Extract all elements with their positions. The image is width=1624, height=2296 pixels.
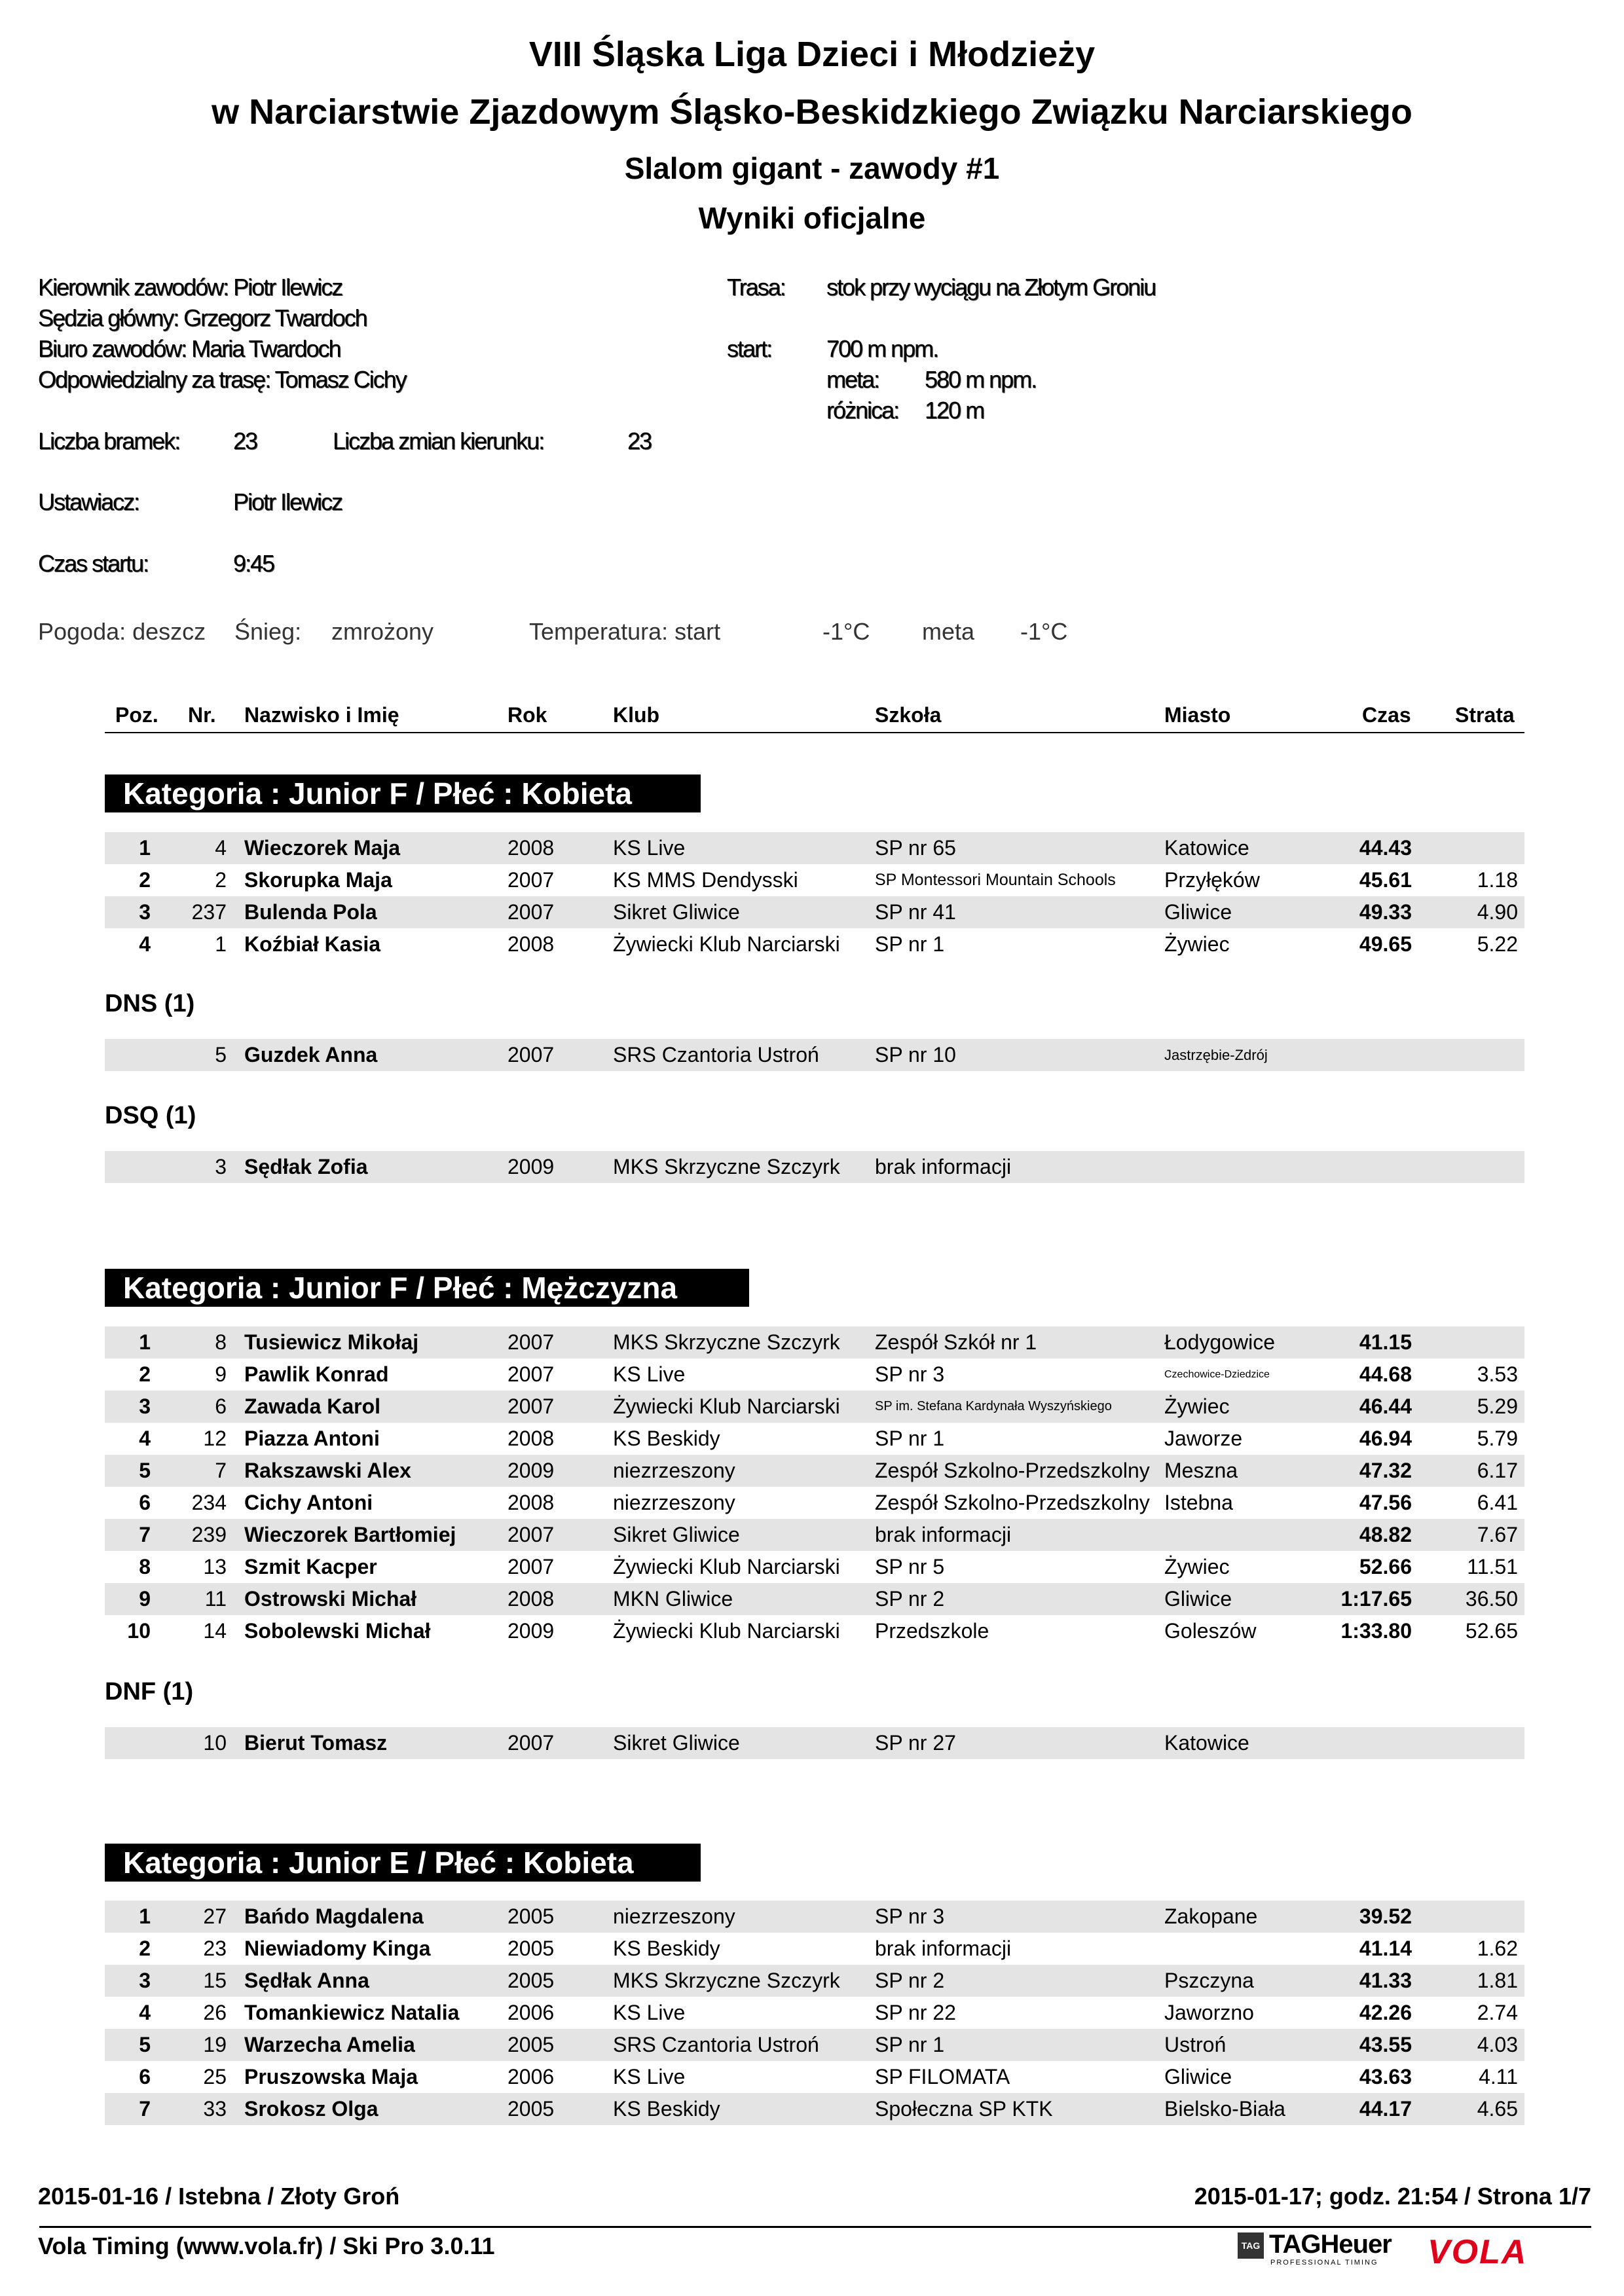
cell-rok: 2007 xyxy=(507,1555,555,1578)
cell-loss: 4.65 xyxy=(1477,2097,1518,2121)
cell-nr: 5 xyxy=(215,1043,227,1066)
cell-poz: 6 xyxy=(139,2065,151,2088)
trasa-value: stok przy wyciągu na Złotym Groniu xyxy=(826,274,1156,301)
cell-school: SP nr 1 xyxy=(875,932,945,956)
table-row xyxy=(105,2029,1524,2061)
col-header-nr: Nr. xyxy=(188,703,216,727)
cell-time: 44.68 xyxy=(1359,1362,1412,1386)
cell-school: SP nr 2 xyxy=(875,1969,945,1992)
cell-poz: 4 xyxy=(139,2001,151,2024)
cell-rok: 2005 xyxy=(507,2097,555,2121)
cell-name: Sędłak Zofia xyxy=(244,1155,368,1178)
cell-city: Goleszów xyxy=(1164,1619,1257,1643)
zmian-label: Liczba zmian kierunku: xyxy=(333,428,544,454)
cell-rok: 2009 xyxy=(507,1459,555,1482)
cell-nr: 1 xyxy=(215,932,227,956)
cell-school: Społeczna SP KTK xyxy=(875,2097,1053,2121)
footer-right: 2015-01-17; godz. 21:54 / Strona 1/7 xyxy=(1194,2183,1591,2210)
cell-loss: 4.03 xyxy=(1477,2033,1518,2056)
cell-name: Piazza Antoni xyxy=(244,1427,380,1450)
zmian-value: 23 xyxy=(627,428,652,454)
cell-time: 49.33 xyxy=(1359,900,1412,924)
czas-value: 9:45 xyxy=(233,550,274,577)
cell-city: Gliwice xyxy=(1164,1587,1232,1611)
cell-loss: 2.74 xyxy=(1477,2001,1518,2024)
cell-time: 1:33.80 xyxy=(1340,1619,1412,1643)
cell-school: SP nr 5 xyxy=(875,1555,945,1578)
cell-poz: 3 xyxy=(139,1394,151,1418)
cell-club: MKS Skrzyczne Szczyrk xyxy=(613,1969,840,1992)
table-row xyxy=(105,1423,1524,1455)
cell-school: Zespół Szkolno-Przedszkolny xyxy=(875,1459,1150,1482)
table-row xyxy=(105,2093,1524,2125)
start-value: 700 m npm. xyxy=(826,335,938,362)
cell-time: 46.94 xyxy=(1359,1427,1412,1450)
cell-loss: 5.79 xyxy=(1477,1427,1518,1450)
cell-school: Zespół Szkolno-Przedszkolny xyxy=(875,1491,1150,1514)
cell-poz: 1 xyxy=(139,1904,151,1928)
group-label-dsq: DSQ (1) xyxy=(105,1102,196,1129)
table-row xyxy=(105,1455,1524,1487)
cell-city: Żywiec xyxy=(1164,932,1230,956)
cell-city: Jaworzno xyxy=(1164,2001,1254,2024)
cell-name: Pruszowska Maja xyxy=(244,2065,418,2088)
col-header-club: Klub xyxy=(613,703,660,727)
cell-time: 42.26 xyxy=(1359,2001,1412,2024)
col-header-time: Czas xyxy=(1362,703,1411,727)
cell-nr: 10 xyxy=(203,1731,227,1755)
cell-city: Pszczyna xyxy=(1164,1969,1254,1992)
trasa-label: Trasa: xyxy=(727,274,785,301)
ustawiacz-label: Ustawiacz: xyxy=(38,488,139,515)
cell-loss: 6.17 xyxy=(1477,1459,1518,1482)
cell-poz: 2 xyxy=(139,1937,151,1960)
cell-loss: 1.18 xyxy=(1477,868,1518,892)
cell-city: Meszna xyxy=(1164,1459,1238,1482)
cell-name: Warzecha Amelia xyxy=(244,2033,415,2056)
category-title-1: Kategoria : Junior F / Płeć : Kobieta xyxy=(105,774,701,812)
cell-time: 45.61 xyxy=(1359,868,1412,892)
cell-nr: 27 xyxy=(203,1904,227,1928)
cell-name: Skorupka Maja xyxy=(244,868,392,892)
cell-loss: 4.90 xyxy=(1477,900,1518,924)
group-label-dns: DNS (1) xyxy=(105,990,195,1017)
cell-club: Sikret Gliwice xyxy=(613,1731,740,1755)
table-row xyxy=(105,1151,1524,1183)
cell-city: Istebna xyxy=(1164,1491,1233,1514)
col-header-school: Szkoła xyxy=(875,703,942,727)
footer-software: Vola Timing (www.vola.fr) / Ski Pro 3.0.11 xyxy=(38,2232,495,2259)
cell-loss: 1.81 xyxy=(1477,1969,1518,1992)
czas-label: Czas startu: xyxy=(38,550,149,577)
table-row xyxy=(105,2061,1524,2093)
cell-club: KS Beskidy xyxy=(613,1937,720,1960)
cell-name: Koźbiał Kasia xyxy=(244,932,381,956)
cell-nr: 8 xyxy=(215,1330,227,1354)
cell-city: Łodygowice xyxy=(1164,1330,1275,1354)
cell-name: Niewiadomy Kinga xyxy=(244,1937,431,1960)
cell-name: Wieczorek Bartłomiej xyxy=(244,1523,456,1546)
tagheuer-shield-icon: TAG xyxy=(1238,2232,1264,2259)
cell-poz: 7 xyxy=(139,1523,151,1546)
cell-club: KS MMS Dendysski xyxy=(613,868,798,892)
roznica-value: 120 m xyxy=(925,397,984,424)
cell-time: 47.32 xyxy=(1359,1459,1412,1482)
cell-time: 44.43 xyxy=(1359,836,1412,860)
cell-rok: 2009 xyxy=(507,1155,555,1178)
cell-time: 43.55 xyxy=(1359,2033,1412,2056)
cell-club: KS Beskidy xyxy=(613,1427,720,1450)
cell-rok: 2005 xyxy=(507,1937,555,1960)
cell-school: SP FILOMATA xyxy=(875,2065,1010,2088)
start-label: start: xyxy=(727,335,772,362)
weather-meta-label: meta xyxy=(922,618,975,645)
cell-nr: 14 xyxy=(203,1619,227,1643)
cell-poz: 5 xyxy=(139,1459,151,1482)
cell-nr: 3 xyxy=(215,1155,227,1178)
cell-poz: 5 xyxy=(139,2033,151,2056)
cell-poz: 4 xyxy=(139,1427,151,1450)
cell-city: Gliwice xyxy=(1164,900,1232,924)
footer-divider xyxy=(39,2226,1591,2228)
title-line-4: Wyniki oficjalne xyxy=(698,201,926,235)
cell-time: 52.66 xyxy=(1359,1555,1412,1578)
cell-name: Bierut Tomasz xyxy=(244,1731,388,1755)
cell-city: Bielsko-Biała xyxy=(1164,2097,1285,2121)
cell-school: SP nr 10 xyxy=(875,1043,956,1066)
cell-city: Czechowice-Dziedzice xyxy=(1164,1369,1270,1380)
cell-time: 49.65 xyxy=(1359,932,1412,956)
cell-school: brak informacji xyxy=(875,1155,1012,1178)
cell-name: Srokosz Olga xyxy=(244,2097,378,2121)
cell-time: 41.33 xyxy=(1359,1969,1412,1992)
footer-left: 2015-01-16 / Istebna / Złoty Groń xyxy=(38,2183,400,2210)
bramek-label: Liczba bramek: xyxy=(38,428,180,454)
cell-club: Żywiecki Klub Narciarski xyxy=(613,932,840,956)
cell-name: Wieczorek Maja xyxy=(244,836,401,860)
cell-poz: 1 xyxy=(139,1330,151,1354)
cell-loss: 5.22 xyxy=(1477,932,1518,956)
cell-rok: 2008 xyxy=(507,836,555,860)
cell-club: KS Live xyxy=(613,2065,686,2088)
cell-time: 43.63 xyxy=(1359,2065,1412,2088)
table-row xyxy=(105,1551,1524,1583)
cell-rok: 2008 xyxy=(507,1587,555,1611)
cell-name: Rakszawski Alex xyxy=(244,1459,411,1482)
table-row xyxy=(105,864,1524,896)
cell-nr: 6 xyxy=(215,1394,227,1418)
cell-school: brak informacji xyxy=(875,1937,1012,1960)
cell-city: Katowice xyxy=(1164,836,1249,860)
cell-name: Sobolewski Michał xyxy=(244,1619,431,1643)
cell-name: Pawlik Konrad xyxy=(244,1362,389,1386)
cell-rok: 2007 xyxy=(507,1394,555,1418)
cell-name: Sędłak Anna xyxy=(244,1969,369,1992)
cell-nr: 2 xyxy=(215,868,227,892)
category-title-3: Kategoria : Junior E / Płeć : Kobieta xyxy=(105,1844,701,1882)
cell-club: Sikret Gliwice xyxy=(613,900,740,924)
col-header-loss: Strata xyxy=(1455,703,1515,727)
meta-value: 580 m npm. xyxy=(925,366,1037,393)
tagheuer-wordmark: TAGHeuer xyxy=(1269,2230,1392,2259)
cell-rok: 2005 xyxy=(507,1969,555,1992)
cell-club: SRS Czantoria Ustroń xyxy=(613,1043,819,1066)
table-row xyxy=(105,1519,1524,1551)
cell-name: Szmit Kacper xyxy=(244,1555,377,1578)
cell-time: 47.56 xyxy=(1359,1491,1412,1514)
cell-rok: 2007 xyxy=(507,1731,555,1755)
table-row xyxy=(105,1039,1524,1071)
cell-club: Sikret Gliwice xyxy=(613,1523,740,1546)
cell-city: Ustroń xyxy=(1164,2033,1227,2056)
cell-name: Guzdek Anna xyxy=(244,1043,378,1066)
cell-rok: 2007 xyxy=(507,1043,555,1066)
cell-club: Żywiecki Klub Narciarski xyxy=(613,1555,840,1578)
cell-city: Katowice xyxy=(1164,1731,1249,1755)
cell-rok: 2007 xyxy=(507,1523,555,1546)
cell-poz: 1 xyxy=(139,836,151,860)
cell-school: SP nr 1 xyxy=(875,1427,945,1450)
cell-nr: 19 xyxy=(203,2033,227,2056)
cell-loss: 4.11 xyxy=(1479,2065,1518,2088)
table-row xyxy=(105,1933,1524,1965)
cell-nr: 9 xyxy=(215,1362,227,1386)
cell-name: Zawada Karol xyxy=(244,1394,381,1418)
table-row xyxy=(105,1965,1524,1997)
cell-nr: 25 xyxy=(203,2065,227,2088)
cell-club: Żywiecki Klub Narciarski xyxy=(613,1619,840,1643)
cell-club: KS Live xyxy=(613,2001,686,2024)
title-line-1: VIII Śląska Liga Dzieci i Młodzieży xyxy=(528,35,1096,74)
cell-loss: 5.29 xyxy=(1477,1394,1518,1418)
cell-time: 44.17 xyxy=(1359,2097,1412,2121)
cell-rok: 2009 xyxy=(507,1619,555,1643)
cell-school: SP nr 27 xyxy=(875,1731,956,1755)
weather-snieg-value: zmrożony xyxy=(331,618,434,645)
weather-pogoda: Pogoda: deszcz xyxy=(38,618,206,645)
cell-school: SP nr 41 xyxy=(875,900,956,924)
cell-time: 46.44 xyxy=(1359,1394,1412,1418)
cell-nr: 7 xyxy=(215,1459,227,1482)
table-row xyxy=(105,1727,1524,1759)
cell-loss: 7.67 xyxy=(1477,1523,1518,1546)
cell-nr: 33 xyxy=(203,2097,227,2121)
col-header-poz: Poz. xyxy=(115,703,158,727)
cell-time: 1:17.65 xyxy=(1340,1587,1412,1611)
cell-school: SP im. Stefana Kardynała Wyszyńskiego xyxy=(875,1399,1112,1413)
table-row xyxy=(105,1358,1524,1391)
cell-school: SP Montessori Mountain Schools xyxy=(875,871,1116,889)
cell-club: KS Beskidy xyxy=(613,2097,720,2121)
roznica-label: różnica: xyxy=(826,397,899,424)
cell-city: Zakopane xyxy=(1164,1904,1258,1928)
cell-club: niezrzeszony xyxy=(613,1459,735,1482)
vola-logo: VOLA xyxy=(1428,2233,1528,2271)
cell-nr: 13 xyxy=(203,1555,227,1578)
cell-time: 39.52 xyxy=(1359,1904,1412,1928)
cell-poz: 7 xyxy=(139,2097,151,2121)
cell-school: brak informacji xyxy=(875,1523,1012,1546)
cell-poz: 2 xyxy=(139,1362,151,1386)
cell-name: Tomankiewicz Natalia xyxy=(244,2001,460,2024)
cell-club: niezrzeszony xyxy=(613,1904,735,1928)
bramek-value: 23 xyxy=(233,428,257,454)
cell-school: SP nr 65 xyxy=(875,836,956,860)
cell-club: KS Live xyxy=(613,1362,686,1386)
cell-nr: 239 xyxy=(191,1523,227,1546)
cell-rok: 2008 xyxy=(507,1427,555,1450)
cell-rok: 2006 xyxy=(507,2065,555,2088)
cell-school: SP nr 2 xyxy=(875,1587,945,1611)
cell-nr: 4 xyxy=(215,836,227,860)
cell-city: Przyłęków xyxy=(1164,868,1260,892)
cell-city: Jaworze xyxy=(1164,1427,1243,1450)
info-sedzia: Sędzia główny: Grzegorz Twardoch xyxy=(38,304,367,331)
cell-school: SP nr 3 xyxy=(875,1362,945,1386)
col-header-name: Nazwisko i Imię xyxy=(244,703,399,727)
cell-school: SP nr 1 xyxy=(875,2033,945,2056)
meta-label: meta: xyxy=(826,366,879,393)
weather-snieg-label: Śnieg: xyxy=(234,618,302,645)
cell-school: SP nr 3 xyxy=(875,1904,945,1928)
cell-city: Żywiec xyxy=(1164,1394,1230,1418)
cell-rok: 2007 xyxy=(507,1362,555,1386)
table-row xyxy=(105,1391,1524,1423)
cell-nr: 12 xyxy=(203,1427,227,1450)
cell-club: KS Live xyxy=(613,836,686,860)
cell-rok: 2005 xyxy=(507,2033,555,2056)
cell-club: Żywiecki Klub Narciarski xyxy=(613,1394,840,1418)
cell-club: niezrzeszony xyxy=(613,1491,735,1514)
cell-club: MKS Skrzyczne Szczyrk xyxy=(613,1330,840,1354)
cell-city: Gliwice xyxy=(1164,2065,1232,2088)
cell-school: Zespół Szkół nr 1 xyxy=(875,1330,1037,1354)
cell-nr: 234 xyxy=(191,1491,227,1514)
cell-loss: 52.65 xyxy=(1465,1619,1518,1643)
cell-nr: 237 xyxy=(191,900,227,924)
cell-loss: 3.53 xyxy=(1477,1362,1518,1386)
cell-loss: 11.51 xyxy=(1467,1555,1518,1578)
cell-time: 48.82 xyxy=(1359,1523,1412,1546)
weather-temp-meta: -1°C xyxy=(1020,618,1068,645)
cell-club: MKN Gliwice xyxy=(613,1587,733,1611)
cell-rok: 2008 xyxy=(507,932,555,956)
weather-temp-start: -1°C xyxy=(822,618,870,645)
table-row xyxy=(105,928,1524,960)
cell-rok: 2007 xyxy=(507,1330,555,1354)
cell-school: Przedszkole xyxy=(875,1619,989,1643)
cell-loss: 6.41 xyxy=(1477,1491,1518,1514)
cell-poz: 2 xyxy=(139,868,151,892)
cell-poz: 6 xyxy=(139,1491,151,1514)
info-biuro: Biuro zawodów: Maria Twardoch xyxy=(38,335,341,362)
cell-time: 41.14 xyxy=(1359,1937,1412,1960)
cell-name: Bańdo Magdalena xyxy=(244,1904,424,1928)
cell-school: SP nr 22 xyxy=(875,2001,956,2024)
cell-name: Ostrowski Michał xyxy=(244,1587,417,1611)
cell-poz: 9 xyxy=(139,1587,151,1611)
table-row xyxy=(105,832,1524,864)
cell-poz: 3 xyxy=(139,1969,151,1992)
cell-city: Jastrzębie-Zdrój xyxy=(1164,1047,1268,1063)
cell-rok: 2007 xyxy=(507,900,555,924)
cell-loss: 1.62 xyxy=(1477,1937,1518,1960)
cell-rok: 2007 xyxy=(507,868,555,892)
table-row xyxy=(105,896,1524,928)
table-row xyxy=(105,1487,1524,1519)
cell-name: Tusiewicz Mikołaj xyxy=(244,1330,419,1354)
cell-time: 41.15 xyxy=(1359,1330,1412,1354)
cell-nr: 26 xyxy=(203,2001,227,2024)
group-label-dnf: DNF (1) xyxy=(105,1678,194,1705)
header-divider xyxy=(105,732,1524,733)
cell-nr: 11 xyxy=(204,1587,227,1611)
title-line-2: w Narciarstwie Zjazdowym Śląsko-Beskidzkiego Związku Narciarskiego xyxy=(212,92,1412,132)
tagheuer-logo xyxy=(1238,2230,1408,2269)
title-line-3: Slalom gigant - zawody #1 xyxy=(624,151,1000,185)
cell-name: Bulenda Pola xyxy=(244,900,377,924)
info-kierownik: Kierownik zawodów: Piotr Ilewicz xyxy=(38,274,342,301)
weather-temp-label: Temperatura: start xyxy=(529,618,721,645)
cell-rok: 2005 xyxy=(507,1904,555,1928)
cell-rok: 2006 xyxy=(507,2001,555,2024)
cell-rok: 2008 xyxy=(507,1491,555,1514)
cell-poz: 3 xyxy=(139,900,151,924)
table-row xyxy=(105,1997,1524,2029)
cell-nr: 23 xyxy=(203,1937,227,1960)
category-title-2: Kategoria : Junior F / Płeć : Mężczyzna xyxy=(105,1269,749,1307)
table-row xyxy=(105,1901,1524,1933)
table-row xyxy=(105,1583,1524,1615)
ustawiacz-value: Piotr Ilewicz xyxy=(233,488,342,515)
cell-loss: 36.50 xyxy=(1465,1587,1518,1611)
col-header-city: Miasto xyxy=(1164,703,1231,727)
table-row xyxy=(105,1326,1524,1358)
cell-poz: 10 xyxy=(127,1619,151,1643)
col-header-rok: Rok xyxy=(507,703,547,727)
cell-club: SRS Czantoria Ustroń xyxy=(613,2033,819,2056)
cell-poz: 4 xyxy=(139,932,151,956)
cell-name: Cichy Antoni xyxy=(244,1491,373,1514)
cell-nr: 15 xyxy=(203,1969,227,1992)
tagheuer-subtext: PROFESSIONAL TIMING xyxy=(1270,2259,1378,2267)
cell-club: MKS Skrzyczne Szczyrk xyxy=(613,1155,840,1178)
cell-city: Żywiec xyxy=(1164,1555,1230,1578)
table-row xyxy=(105,1615,1524,1647)
cell-poz: 8 xyxy=(139,1555,151,1578)
info-odpowiedzialny: Odpowiedzialny za trasę: Tomasz Cichy xyxy=(38,366,406,393)
